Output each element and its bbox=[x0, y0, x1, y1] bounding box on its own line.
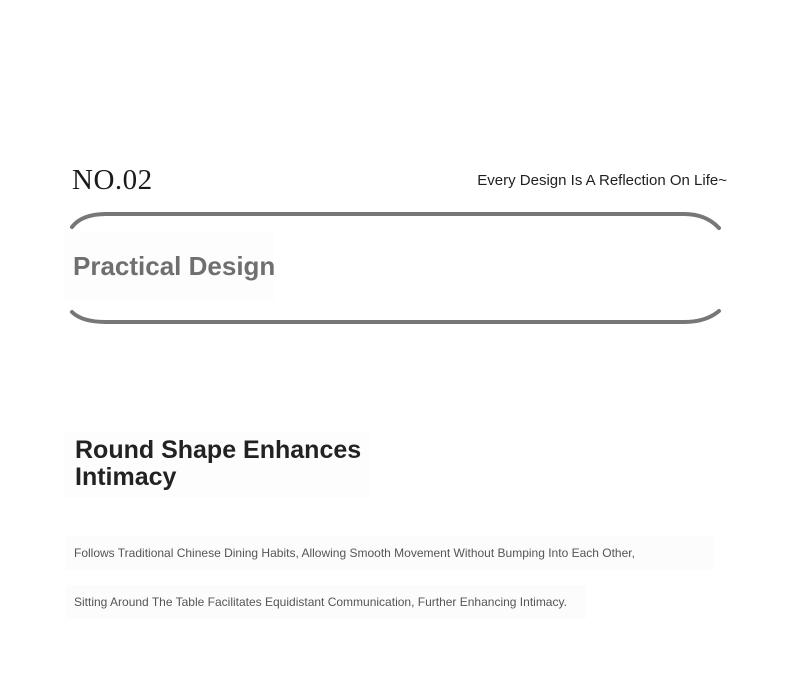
headline-line-1: Round Shape Enhances bbox=[75, 436, 362, 464]
body-text-line-2: Sitting Around The Table Facilitates Equidistant Communication, Further Enhancing Intimacy. bbox=[66, 585, 586, 619]
frame-top-curve bbox=[72, 214, 719, 228]
frame-bottom-curve bbox=[72, 311, 719, 322]
section-title: Practical Design bbox=[64, 233, 274, 301]
feature-headline bbox=[64, 432, 370, 498]
section-number: NO.02 bbox=[72, 164, 153, 196]
tagline: Every Design Is A Reflection On Life~ bbox=[477, 172, 727, 189]
headline-line-2: Intimacy bbox=[75, 463, 177, 491]
body-text-line-1: Follows Traditional Chinese Dining Habits, Allowing Smooth Movement Without Bumping Into Each Other, bbox=[66, 536, 714, 570]
